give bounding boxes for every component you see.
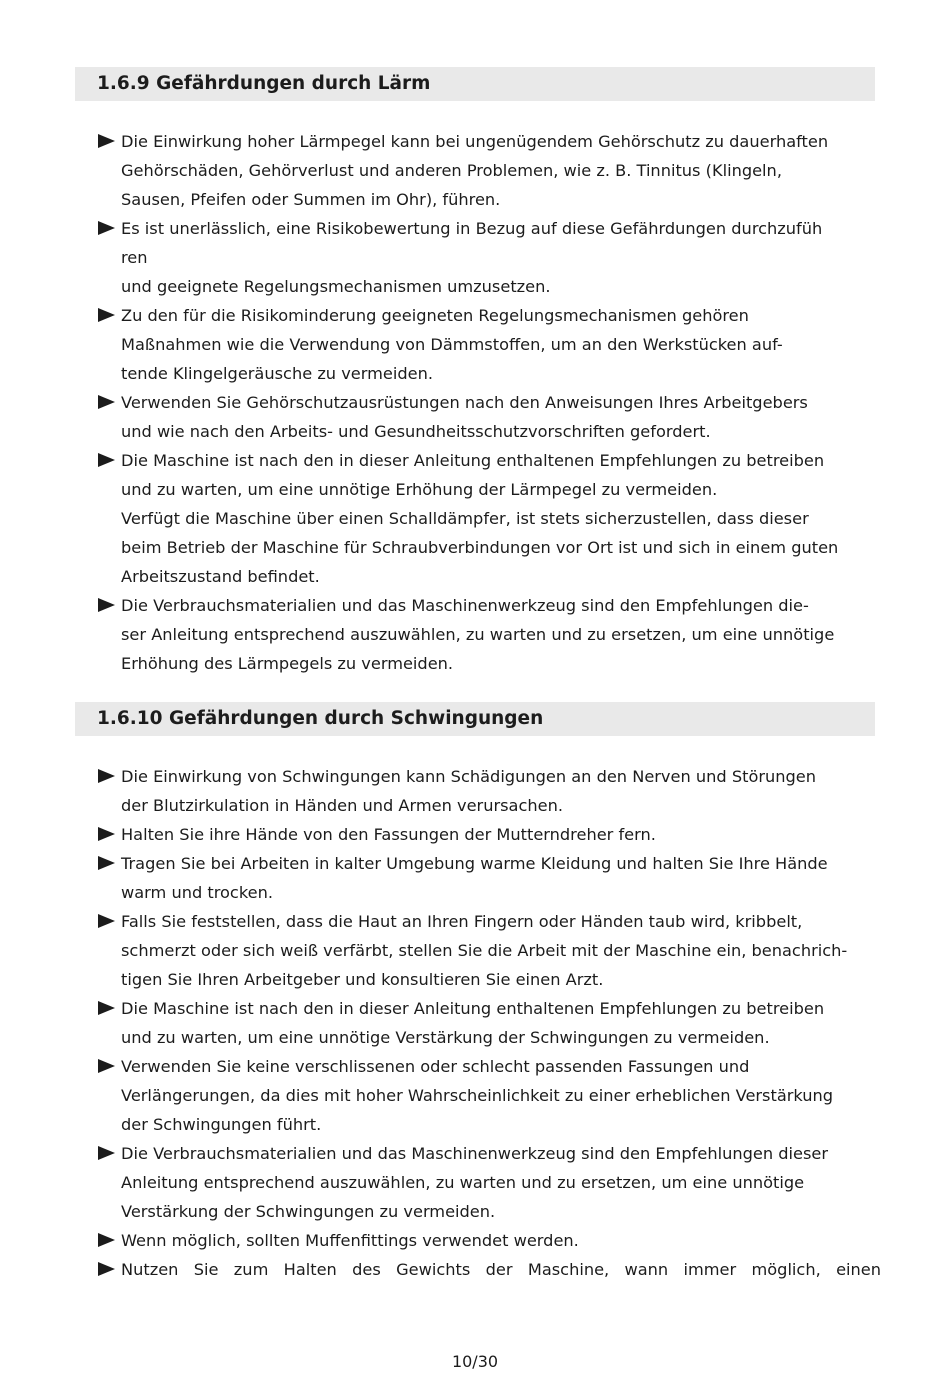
bullet-text-line: Nutzen Sie zum Halten des Gewichts der Maschine, wann immer möglich, einen	[121, 1260, 881, 1279]
bullet-text-line: ser Anleitung entsprechend auszuwählen, zu warten und zu ersetzen, um eine unnötige	[121, 625, 835, 644]
bullet-item	[96, 1052, 881, 1139]
bullet-list-schwingungen	[96, 762, 881, 1284]
bullet-arrow-icon	[98, 453, 115, 467]
bullet-text-line: Halten Sie ihre Hände von den Fassungen der Mutterndreher fern.	[121, 825, 656, 844]
bullet-item	[96, 591, 881, 678]
bullet-text-line: Sausen, Pfeifen oder Summen im Ohr), führen.	[121, 190, 501, 209]
bullet-arrow-icon	[98, 308, 115, 322]
bullet-text-line: Erhöhung des Lärmpegels zu vermeiden.	[121, 654, 454, 673]
bullet-arrow-icon	[98, 134, 115, 148]
bullet-arrow-icon	[98, 1262, 115, 1276]
bullet-text-line: Verstärkung der Schwingungen zu vermeiden.	[121, 1202, 496, 1221]
bullet-text-line: Verlängerungen, da dies mit hoher Wahrscheinlichkeit zu einer erheblichen Verstärkung	[121, 1086, 834, 1105]
bullet-text-line: Maßnahmen wie die Verwendung von Dämmstoffen, um an den Werkstücken auf-	[121, 335, 783, 354]
bullet-text-line: Die Verbrauchsmaterialien und das Maschinenwerkzeug sind den Empfehlungen die-	[121, 596, 809, 615]
bullet-text-line: Die Verbrauchsmaterialien und das Maschinenwerkzeug sind den Empfehlungen dieser	[121, 1144, 829, 1163]
bullet-item	[96, 214, 881, 301]
bullet-text-line: Verfügt die Maschine über einen Schalldämpfer, ist stets sicherzustellen, dass dieser	[121, 509, 809, 528]
bullet-text-line: Falls Sie feststellen, dass die Haut an Ihren Fingern oder Händen taub wird, kribbelt,	[121, 912, 803, 931]
bullet-text-line: der Blutzirkulation in Händen und Armen verursachen.	[121, 796, 563, 815]
bullet-text-line: und geeignete Regelungsmechanismen umzusetzen.	[121, 277, 551, 296]
bullet-text-line: Die Einwirkung hoher Lärmpegel kann bei ungenügendem Gehörschutz zu dauerhaften	[121, 132, 829, 151]
bullet-arrow-icon	[98, 1059, 115, 1073]
bullet-item	[96, 388, 881, 446]
bullet-arrow-icon	[98, 598, 115, 612]
bullet-item	[96, 1139, 881, 1226]
bullet-arrow-icon	[98, 827, 115, 841]
bullet-arrow-icon	[98, 395, 115, 409]
bullet-text-line: Es ist unerlässlich, eine Risikobewertung in Bezug auf diese Gefährdungen durchzufüh	[121, 219, 823, 238]
bullet-text-line: Wenn möglich, sollten Muffenfittings verwendet werden.	[121, 1231, 579, 1250]
bullet-text-line: tende Klingelgeräusche zu vermeiden.	[121, 364, 433, 383]
bullet-arrow-icon	[98, 914, 115, 928]
bullet-text-line: Gehörschäden, Gehörverlust und anderen Problemen, wie z. B. Tinnitus (Klingeln,	[121, 161, 782, 180]
bullet-text-line: Arbeitszustand befindet.	[121, 567, 320, 586]
bullet-text-line: beim Betrieb der Maschine für Schraubverbindungen vor Ort ist und sich in einem guten	[121, 538, 839, 557]
bullet-text-line: und wie nach den Arbeits- und Gesundheitsschutzvorschriften gefordert.	[121, 422, 711, 441]
bullet-arrow-icon	[98, 221, 115, 235]
bullet-item	[96, 301, 881, 388]
bullet-arrow-icon	[98, 769, 115, 783]
bullet-item	[96, 994, 881, 1052]
bullet-text-line: und zu warten, um eine unnötige Erhöhung der Lärmpegel zu vermeiden.	[121, 480, 718, 499]
bullet-item	[96, 820, 881, 849]
bullet-text-line: Verwenden Sie Gehörschutzausrüstungen nach den Anweisungen Ihres Arbeitgebers	[121, 393, 808, 412]
bullet-text-line: der Schwingungen führt.	[121, 1115, 322, 1134]
bullet-arrow-icon	[98, 1233, 115, 1247]
bullet-item	[96, 762, 881, 820]
bullet-item	[96, 1255, 881, 1284]
section-heading-schwingungen: 1.6.10 Gefährdungen durch Schwingungen	[75, 702, 875, 736]
bullet-text-line: Zu den für die Risikominderung geeigneten Regelungsmechanismen gehören	[121, 306, 749, 325]
bullet-text-line: tigen Sie Ihren Arbeitgeber und konsultieren Sie einen Arzt.	[121, 970, 604, 989]
bullet-item	[96, 446, 881, 591]
bullet-list-laerm	[96, 127, 881, 678]
bullet-item	[96, 127, 881, 214]
bullet-text-line: Tragen Sie bei Arbeiten in kalter Umgebung warme Kleidung und halten Sie Ihre Hände	[121, 854, 828, 873]
bullet-text-line: ren	[121, 248, 148, 267]
bullet-text-line: Anleitung entsprechend auszuwählen, zu warten und zu ersetzen, um eine unnötige	[121, 1173, 805, 1192]
bullet-text-line: Die Einwirkung von Schwingungen kann Schädigungen an den Nerven und Störungen	[121, 767, 817, 786]
bullet-item	[96, 907, 881, 994]
bullet-text-line: schmerzt oder sich weiß verfärbt, stellen Sie die Arbeit mit der Maschine ein, benachrich-	[121, 941, 848, 960]
bullet-text-line: Die Maschine ist nach den in dieser Anleitung enthaltenen Empfehlungen zu betreiben	[121, 451, 825, 470]
bullet-arrow-icon	[98, 1146, 115, 1160]
bullet-item	[96, 1226, 881, 1255]
bullet-item	[96, 849, 881, 907]
bullet-text-line: Die Maschine ist nach den in dieser Anleitung enthaltenen Empfehlungen zu betreiben	[121, 999, 825, 1018]
section-heading-laerm: 1.6.9 Gefährdungen durch Lärm	[75, 67, 875, 101]
bullet-arrow-icon	[98, 1001, 115, 1015]
bullet-text-line: Verwenden Sie keine verschlissenen oder schlecht passenden Fassungen und	[121, 1057, 750, 1076]
bullet-arrow-icon	[98, 856, 115, 870]
page-number: 10/30	[451, 1352, 499, 1371]
bullet-text-line: warm und trocken.	[121, 883, 273, 902]
bullet-text-line: und zu warten, um eine unnötige Verstärkung der Schwingungen zu vermeiden.	[121, 1028, 770, 1047]
